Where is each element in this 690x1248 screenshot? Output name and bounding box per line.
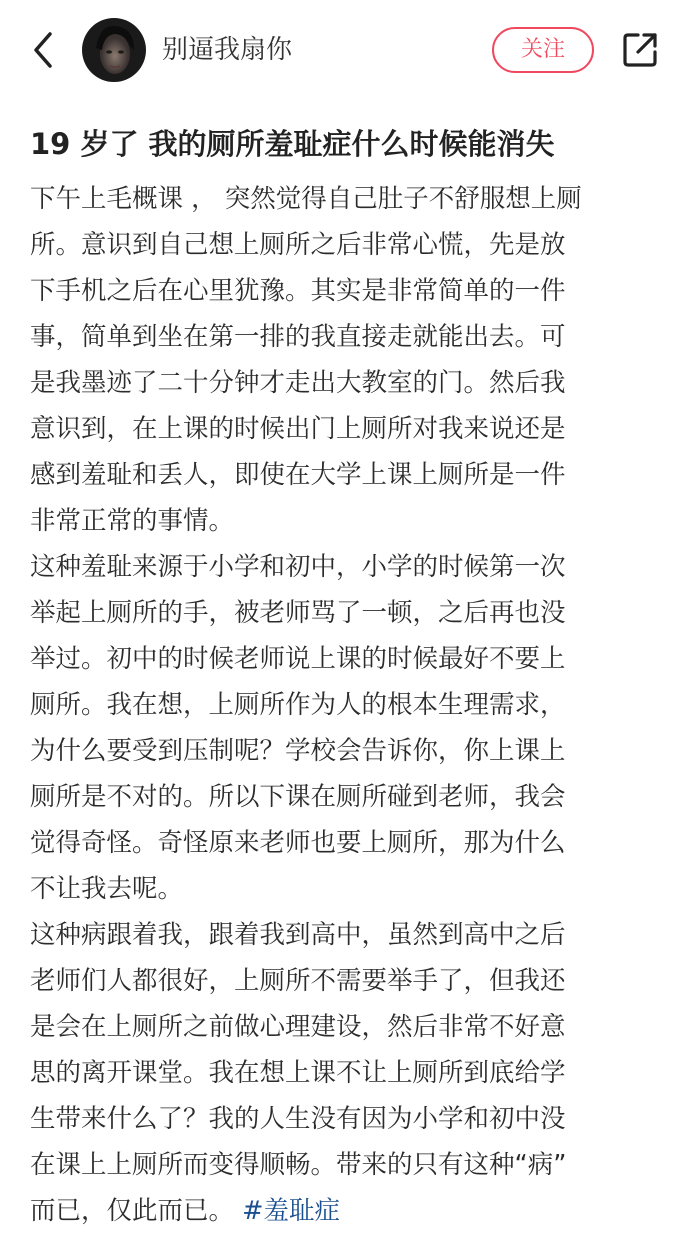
text-line: 厕所。我在想，上厕所作为人的根本生理需求， [30, 690, 566, 720]
text-line: 意识到，在上课的时候出门上厕所对我来说还是 [30, 414, 566, 444]
text-line: 是我墨迹了二十分钟才走出大教室的门。然后我 [30, 368, 566, 398]
text-line: 所。意识到自己想上厕所之后非常心慌，先是放 [30, 230, 566, 260]
text-line: 事，简单到坐在第一排的我直接走就能出去。可 [30, 322, 566, 352]
text-line: 不让我去呢。 [30, 874, 184, 904]
text-line: 下手机之后在心里犹豫。其实是非常简单的一件 [30, 276, 566, 306]
last-text-line [30, 1188, 670, 1234]
text-line: 举起上厕所的手，被老师骂了一顿，之后再也没 [30, 598, 566, 628]
post-body [30, 176, 670, 1234]
text-line: 下午上毛概课 ， 突然觉得自己肚子不舒服想上厕 [30, 184, 582, 214]
text-line: 在课上上厕所而变得顺畅。带来的只有这种“病” [30, 1150, 567, 1180]
text-line: 思的离开课堂。我在想上课不让上厕所到底给学 [30, 1058, 566, 1088]
share-button[interactable] [620, 30, 660, 70]
text-line: 觉得奇怪。奇怪原来老师也要上厕所，那为什么 [30, 828, 566, 858]
text-line: 这种病跟着我，跟着我到高中，虽然到高中之后 [30, 920, 566, 950]
text-line: 厕所是不对的。所以下课在厕所碰到老师，我会 [30, 782, 566, 812]
text-line: 为什么要受到压制呢？学校会告诉你，你上课上 [30, 736, 566, 766]
text-line: 老师们人都很好，上厕所不需要举手了，但我还 [30, 966, 566, 996]
text-line: 非常正常的事情。 [30, 506, 235, 536]
top-bar [0, 0, 690, 100]
text-line-end: 而已，仅此而已。 [30, 1196, 235, 1226]
chevron-left-icon [26, 28, 62, 72]
post-title: 19 岁了 我的厕所羞耻症什么时候能消失 [30, 127, 555, 161]
share-icon [620, 30, 660, 70]
back-button[interactable] [26, 28, 62, 72]
post-paragraph [30, 912, 670, 1234]
post-paragraph [30, 544, 670, 912]
text-line: 感到羞耻和丢人，即使在大学上课上厕所是一件 [30, 460, 566, 490]
text-line: 是会在上厕所之前做心理建设，然后非常不好意 [30, 1012, 566, 1042]
text-line: 生带来什么了？我的人生没有因为小学和初中没 [30, 1104, 566, 1134]
avatar-image [82, 18, 146, 82]
text-line: 这种羞耻来源于小学和初中，小学的时候第一次 [30, 552, 566, 582]
follow-button[interactable]: 关注 [492, 27, 594, 73]
text-line: 举过。初中的时候老师说上课的时候最好不要上 [30, 644, 566, 674]
username[interactable]: 别逼我扇你 [162, 35, 293, 65]
post-paragraph [30, 176, 670, 544]
hashtag-link[interactable]: #羞耻症 [242, 1196, 340, 1226]
avatar[interactable] [82, 18, 146, 82]
